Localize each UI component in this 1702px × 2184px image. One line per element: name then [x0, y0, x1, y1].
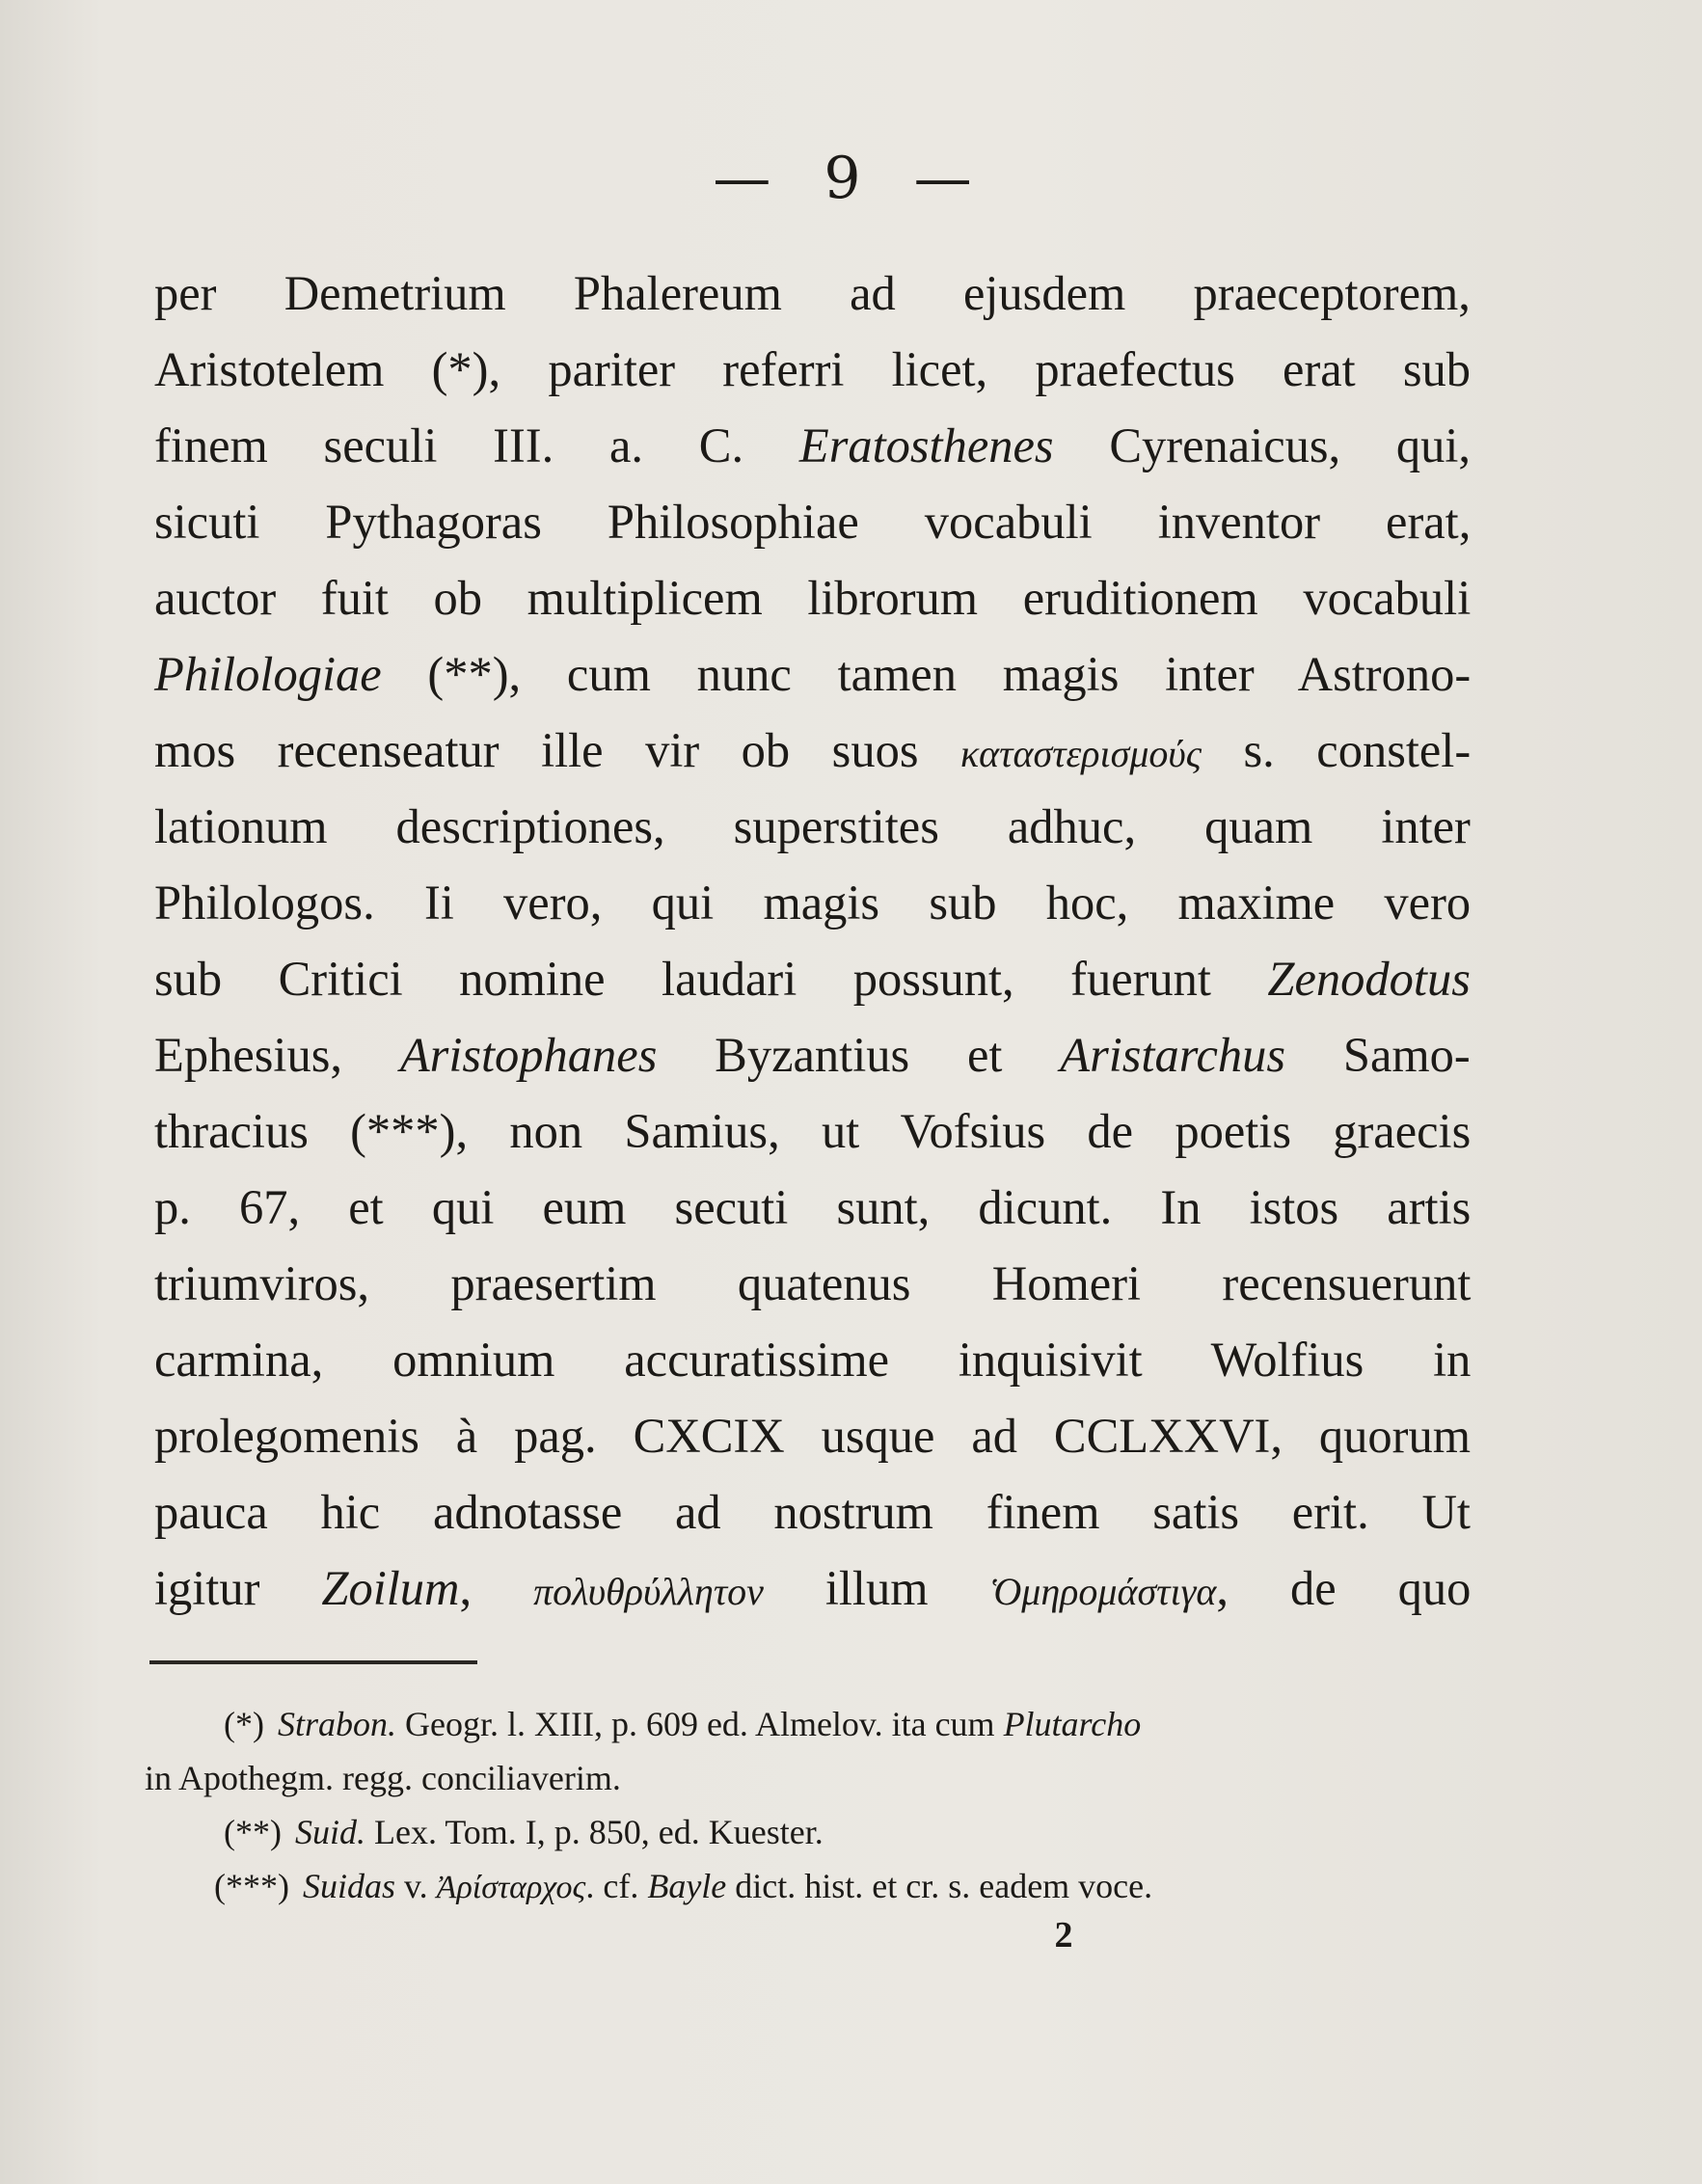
greek-word: καταστερισμούς: [959, 732, 1202, 775]
footnote-1-continuation: in Apothegm. regg. conciliaverim.: [145, 1759, 621, 1797]
text-segment: Philologiae (**), cum nunc tamen magis inter Astrono-: [154, 647, 1472, 701]
footnote-3: (***) Suidas v. Ἀρίσταρχος. cf. Bayle dict. hist. et cr. s. eadem voce.: [214, 1867, 1153, 1905]
greek-word: πολυθρύλλητον: [533, 1570, 764, 1613]
footnote-1: (*) Strabon. Geogr. l. XIII, p. 609 ed. Almelov. ita cum Plutarcho: [224, 1705, 1142, 1743]
text-line-7: [154, 713, 1471, 789]
italic-name: Aristarchus: [1060, 1028, 1286, 1082]
signature-mark: 2: [1054, 1915, 1073, 1955]
text-line-3: [154, 408, 1471, 484]
text-segment: sicuti Pythagoras Philosophiae vocabuli inventor erat,: [154, 495, 1472, 549]
text-line-8: [154, 789, 1471, 865]
italic-name: Eratosthenes: [798, 418, 1054, 472]
text-line-17: [154, 1474, 1471, 1550]
text-segment: sub Critici nomine laudari possunt, fuerunt Zenodotus: [154, 952, 1471, 1006]
text-line-14: [154, 1246, 1471, 1322]
text-segment: auctor fuit ob multiplicem librorum eruditionem vocabuli: [154, 571, 1472, 625]
italic-name: Aristophanes: [399, 1028, 658, 1082]
text-segment: pauca hic adnotasse ad nostrum finem satis erit. Ut: [154, 1485, 1471, 1539]
text-segment: triumviros, praesertim quatenus Homeri recensuerunt: [154, 1256, 1472, 1310]
main-text: [154, 256, 1471, 1627]
text-line-5: [154, 560, 1471, 636]
greek-word: Ὁμηρομάστιγα: [989, 1570, 1217, 1613]
text-line-12: [154, 1093, 1471, 1170]
text-line-16: [154, 1398, 1471, 1474]
italic-name: Zoilum: [321, 1561, 460, 1615]
text-segment: p. 67, et qui eum secuti sunt, dicunt. In istos artis: [154, 1180, 1472, 1234]
text-segment: per Demetrium Phalereum ad ejusdem praeceptorem,: [154, 266, 1471, 320]
page-number: — 9 —: [713, 145, 989, 212]
footnote-rule: [149, 1660, 477, 1664]
text-segment: Ephesius, Aristophanes Byzantius et Aristarchus Samo-: [154, 1028, 1471, 1082]
text-segment: Aristotelem (*), pariter referri licet, praefectus erat sub: [154, 342, 1472, 396]
text-segment: igitur Zoilum, πολυθρύλλητον illum Ὁμηρομάστιγα, de quo: [154, 1561, 1472, 1615]
text-line-1: [154, 256, 1471, 332]
text-line-4: [154, 484, 1471, 560]
text-segment: carmina, omnium accuratissime inquisivit Wolfius in: [154, 1333, 1472, 1387]
text-line-2: [154, 332, 1471, 408]
text-line-13: [154, 1170, 1471, 1246]
text-segment: thracius (***), non Samius, ut Vofsius de poetis graecis: [154, 1104, 1472, 1158]
italic-name: Zenodotus: [1267, 952, 1471, 1006]
text-segment: lationum descriptiones, superstites adhuc, quam inter: [154, 799, 1471, 853]
footnote-2: (**) Suid. Lex. Tom. I, p. 850, ed. Kuester.: [224, 1813, 824, 1851]
text-line-9: [154, 865, 1471, 941]
text-line-18: [154, 1550, 1471, 1627]
text-segment: prolegomenis à pag. CXCIX usque ad CCLXXVI, quorum: [154, 1409, 1472, 1463]
text-line-11: [154, 1017, 1471, 1093]
text-line-6: [154, 636, 1471, 713]
text-segment: mos recenseatur ille vir ob suos καταστερισμούς s. constel-: [154, 723, 1472, 777]
italic-name: Philologiae: [154, 647, 382, 701]
text-line-15: [154, 1322, 1471, 1398]
footnotes: [145, 1697, 1471, 1915]
text-segment: finem seculi III. a. C. Eratosthenes Cyrenaicus, qui,: [154, 418, 1472, 472]
text-line-10: [154, 941, 1471, 1017]
text-segment: Philologos. Ii vero, qui magis sub hoc, maxime vero: [154, 876, 1472, 930]
